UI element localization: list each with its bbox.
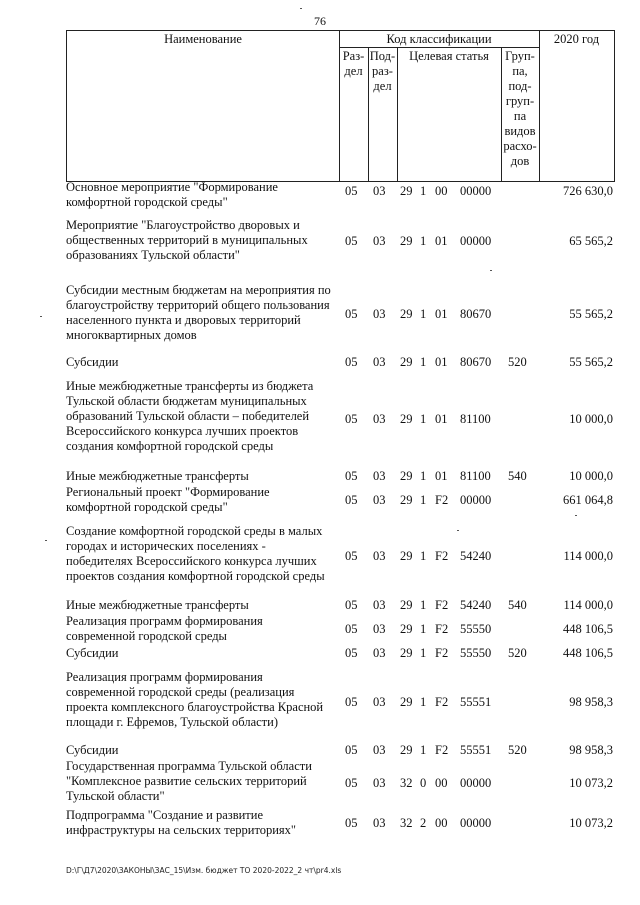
cell-subprogram: 1 — [420, 412, 427, 426]
cell-direction: 55550 — [460, 646, 492, 660]
cell-event: F2 — [435, 695, 449, 709]
cell-subprogram: 1 — [420, 307, 427, 321]
cell-direction: 55551 — [460, 743, 492, 757]
cell-event: 00 — [435, 776, 448, 790]
scan-speck — [457, 530, 459, 531]
scan-speck — [575, 515, 577, 516]
cell-direction: 81100 — [460, 412, 491, 426]
scan-speck — [45, 540, 47, 541]
cell-section: 05 — [345, 695, 358, 709]
cell-event: F2 — [435, 493, 449, 507]
cell-program: 29 — [400, 695, 413, 709]
column-divider — [397, 47, 398, 181]
cell-expense-type: 540 — [508, 469, 527, 483]
cell-section: 05 — [345, 743, 358, 757]
cell-program: 29 — [400, 622, 413, 636]
cell-subprogram: 1 — [420, 622, 427, 636]
cell-subsection: 03 — [373, 776, 386, 790]
cell-program: 29 — [400, 646, 413, 660]
cell-subprogram: 1 — [420, 234, 427, 248]
cell-section: 05 — [345, 307, 358, 321]
scan-speck — [490, 270, 492, 271]
cell-section: 05 — [345, 355, 358, 369]
cell-section: 05 — [345, 184, 358, 198]
row-name: Иные межбюджетные трансферты — [66, 598, 249, 612]
cell-program: 29 — [400, 307, 413, 321]
file-path-footer: D:\Г\Д7\2020\ЗАКОНЫ\ЗАС_15\Изм. бюджет ТО 2020-2022_2 чт\pr4.xls — [66, 866, 342, 875]
cell-amount: 726 630,0 — [563, 184, 613, 198]
cell-event: F2 — [435, 646, 449, 660]
cell-program: 29 — [400, 493, 413, 507]
cell-subsection: 03 — [373, 469, 386, 483]
cell-direction: 80670 — [460, 355, 492, 369]
cell-subsection: 03 — [373, 493, 386, 507]
cell-subsection: 03 — [373, 412, 386, 426]
cell-amount: 98 958,3 — [569, 695, 613, 709]
cell-subsection: 03 — [373, 695, 386, 709]
header-year: 2020 год — [553, 32, 600, 46]
cell-section: 05 — [345, 646, 358, 660]
cell-subsection: 03 — [373, 184, 386, 198]
cell-subprogram: 1 — [420, 646, 427, 660]
cell-section: 05 — [345, 622, 358, 636]
cell-direction: 54240 — [460, 549, 492, 563]
cell-section: 05 — [345, 549, 358, 563]
row-name: Иные межбюджетные трансферты из бюджета Тульской области бюджетам муниципальных образований Тульской области – победителей Всероссийского конкурса лучших проектов создания комфортной городской среды — [66, 379, 314, 453]
cell-subprogram: 1 — [420, 743, 427, 757]
cell-expense-type: 520 — [508, 743, 527, 757]
cell-section: 05 — [345, 234, 358, 248]
cell-amount: 55 565,2 — [569, 307, 613, 321]
cell-direction: 00000 — [460, 493, 492, 507]
cell-direction: 00000 — [460, 184, 492, 198]
cell-amount: 448 106,5 — [563, 622, 613, 636]
cell-program: 32 — [400, 816, 413, 830]
cell-event: 01 — [435, 355, 448, 369]
cell-program: 29 — [400, 598, 413, 612]
cell-program: 29 — [400, 234, 413, 248]
cell-amount: 65 565,2 — [569, 234, 613, 248]
cell-amount: 10 073,2 — [569, 816, 613, 830]
row-name: Субсидии — [66, 646, 119, 660]
row-name: Реализация программ формирования современной городской среды — [66, 614, 263, 643]
cell-direction: 55550 — [460, 622, 492, 636]
column-divider — [539, 31, 540, 181]
row-name: Реализация программ формирования современной городской среды (реализация проекта комплексного благоустройства Красной площади г. Ефремов, Тульской области) — [66, 670, 324, 729]
header-subsection: Под- раз- дел — [369, 49, 396, 93]
cell-expense-type: 540 — [508, 598, 527, 612]
cell-amount: 55 565,2 — [569, 355, 613, 369]
cell-program: 32 — [400, 776, 413, 790]
cell-subsection: 03 — [373, 743, 386, 757]
row-name: Субсидии — [66, 743, 119, 757]
cell-direction: 00000 — [460, 816, 492, 830]
scan-speck — [300, 8, 302, 9]
cell-subprogram: 1 — [420, 695, 427, 709]
cell-subsection: 03 — [373, 646, 386, 660]
cell-section: 05 — [345, 598, 358, 612]
cell-subprogram: 1 — [420, 469, 427, 483]
cell-event: 01 — [435, 412, 448, 426]
cell-event: 00 — [435, 184, 448, 198]
row-name: Создание комфортной городской среды в малых городах и исторических поселениях - победителях Всероссийского конкурса лучших проектов создания комфортной городской среды — [66, 524, 325, 583]
cell-program: 29 — [400, 549, 413, 563]
header-expense-group: Груп- па, под- груп- па видов расхо- дов — [503, 49, 537, 168]
cell-event: 00 — [435, 816, 448, 830]
cell-subprogram: 2 — [420, 816, 427, 830]
cell-amount: 114 000,0 — [563, 549, 613, 563]
cell-direction: 80670 — [460, 307, 492, 321]
row-name: Субсидии местным бюджетам на мероприятия по благоустройству территорий общего пользования населенного пункта и дворовых территорий многоквартирных домов — [66, 283, 331, 342]
cell-program: 29 — [400, 743, 413, 757]
row-name: Региональный проект "Формирование комфортной городской среды" — [66, 485, 270, 514]
cell-subprogram: 1 — [420, 355, 427, 369]
cell-event: 01 — [435, 234, 448, 248]
cell-program: 29 — [400, 355, 413, 369]
page-number: 76 — [314, 14, 326, 28]
cell-event: F2 — [435, 622, 449, 636]
table-header — [66, 30, 615, 182]
cell-section: 05 — [345, 493, 358, 507]
cell-amount: 661 064,8 — [563, 493, 613, 507]
row-name: Субсидии — [66, 355, 119, 369]
cell-subsection: 03 — [373, 307, 386, 321]
cell-amount: 10 073,2 — [569, 776, 613, 790]
cell-section: 05 — [345, 412, 358, 426]
cell-section: 05 — [345, 816, 358, 830]
cell-subsection: 03 — [373, 622, 386, 636]
cell-subprogram: 1 — [420, 549, 427, 563]
cell-section: 05 — [345, 469, 358, 483]
cell-amount: 114 000,0 — [563, 598, 613, 612]
cell-program: 29 — [400, 412, 413, 426]
cell-subprogram: 1 — [420, 493, 427, 507]
cell-subprogram: 1 — [420, 598, 427, 612]
row-name: Основное мероприятие "Формирование комфортной городской среды" — [66, 180, 278, 209]
cell-direction: 81100 — [460, 469, 491, 483]
cell-subsection: 03 — [373, 816, 386, 830]
cell-event: 01 — [435, 307, 448, 321]
row-name: Иные межбюджетные трансферты — [66, 469, 249, 483]
header-name: Наименование — [164, 32, 242, 46]
cell-expense-type: 520 — [508, 646, 527, 660]
header-code-group: Код классификации — [386, 32, 492, 46]
row-name: Подпрограмма "Создание и развитие инфраструктуры на сельских территориях" — [66, 808, 297, 837]
cell-subsection: 03 — [373, 549, 386, 563]
cell-program: 29 — [400, 184, 413, 198]
cell-amount: 10 000,0 — [569, 469, 613, 483]
cell-direction: 00000 — [460, 234, 492, 248]
cell-subprogram: 0 — [420, 776, 427, 790]
cell-direction: 54240 — [460, 598, 492, 612]
cell-subprogram: 1 — [420, 184, 427, 198]
header-divider — [339, 47, 539, 48]
row-name: Государственная программа Тульской области "Комплексное развитие сельских территорий Тульской области" — [66, 759, 312, 803]
cell-section: 05 — [345, 776, 358, 790]
header-section: Раз- дел — [342, 49, 365, 78]
cell-amount: 98 958,3 — [569, 743, 613, 757]
scan-speck — [40, 316, 42, 317]
cell-direction: 55551 — [460, 695, 492, 709]
cell-amount: 10 000,0 — [569, 412, 613, 426]
cell-subsection: 03 — [373, 598, 386, 612]
cell-direction: 00000 — [460, 776, 492, 790]
cell-subsection: 03 — [373, 234, 386, 248]
cell-event: F2 — [435, 549, 449, 563]
header-target-item: Целевая статья — [409, 49, 489, 63]
cell-event: 01 — [435, 469, 448, 483]
cell-event: F2 — [435, 743, 449, 757]
cell-subsection: 03 — [373, 355, 386, 369]
cell-program: 29 — [400, 469, 413, 483]
cell-expense-type: 520 — [508, 355, 527, 369]
cell-amount: 448 106,5 — [563, 646, 613, 660]
row-name: Мероприятие "Благоустройство дворовых и общественных территорий в муниципальных образованиях Тульской области" — [66, 218, 308, 262]
cell-event: F2 — [435, 598, 449, 612]
